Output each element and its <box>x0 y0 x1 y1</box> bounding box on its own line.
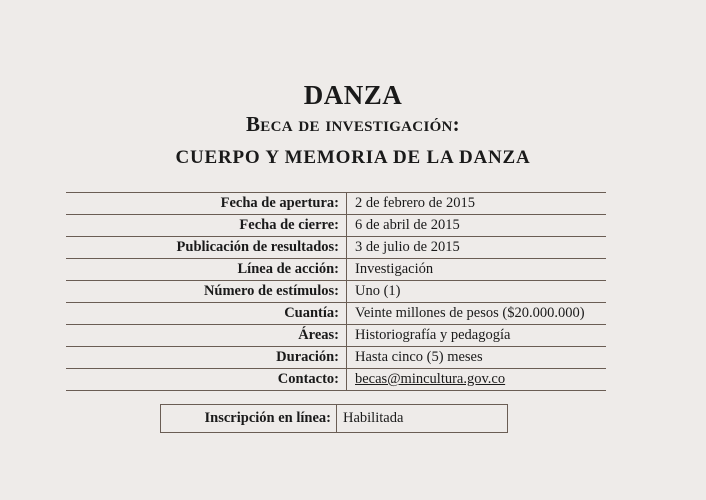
contact-email-link[interactable]: becas@mincultura.gov.co <box>355 371 506 387</box>
table-row <box>66 369 606 391</box>
row-label: Cuantía: <box>66 303 347 325</box>
contact-cell <box>347 369 607 391</box>
table-row <box>66 303 606 325</box>
row-label: Duración: <box>66 347 347 369</box>
page-subtitle: Beca de investigación: <box>246 112 460 136</box>
online-registration-table <box>160 404 508 433</box>
table-row <box>66 347 606 369</box>
table-row <box>66 281 606 303</box>
row-value: Uno (1) <box>347 281 607 303</box>
table-row <box>66 193 606 215</box>
row-value: Historiografía y pedagogía <box>347 325 607 347</box>
row-label: Contacto: <box>66 369 347 391</box>
row-label: Áreas: <box>66 325 347 347</box>
table-row <box>66 237 606 259</box>
online-registration-status: Habilitada <box>337 405 508 433</box>
row-value: Veinte millones de pesos ($20.000.000) <box>347 303 607 325</box>
page-title: DANZA <box>303 80 403 110</box>
row-value: 3 de julio de 2015 <box>347 237 607 259</box>
row-label: Publicación de resultados: <box>66 237 347 259</box>
row-label: Fecha de cierre: <box>66 215 347 237</box>
page-topic: CUERPO Y MEMORIA DE LA DANZA <box>175 147 531 168</box>
row-value: Investigación <box>347 259 607 281</box>
table-row <box>161 405 508 433</box>
details-table <box>66 192 606 391</box>
table-row <box>66 259 606 281</box>
table-row <box>66 325 606 347</box>
row-value: Hasta cinco (5) meses <box>347 347 607 369</box>
row-value: 6 de abril de 2015 <box>347 215 607 237</box>
table-row <box>66 215 606 237</box>
online-registration-label: Inscripción en línea: <box>161 405 337 433</box>
row-label: Línea de acción: <box>66 259 347 281</box>
row-value: 2 de febrero de 2015 <box>347 193 607 215</box>
row-label: Fecha de apertura: <box>66 193 347 215</box>
row-label: Número de estímulos: <box>66 281 347 303</box>
